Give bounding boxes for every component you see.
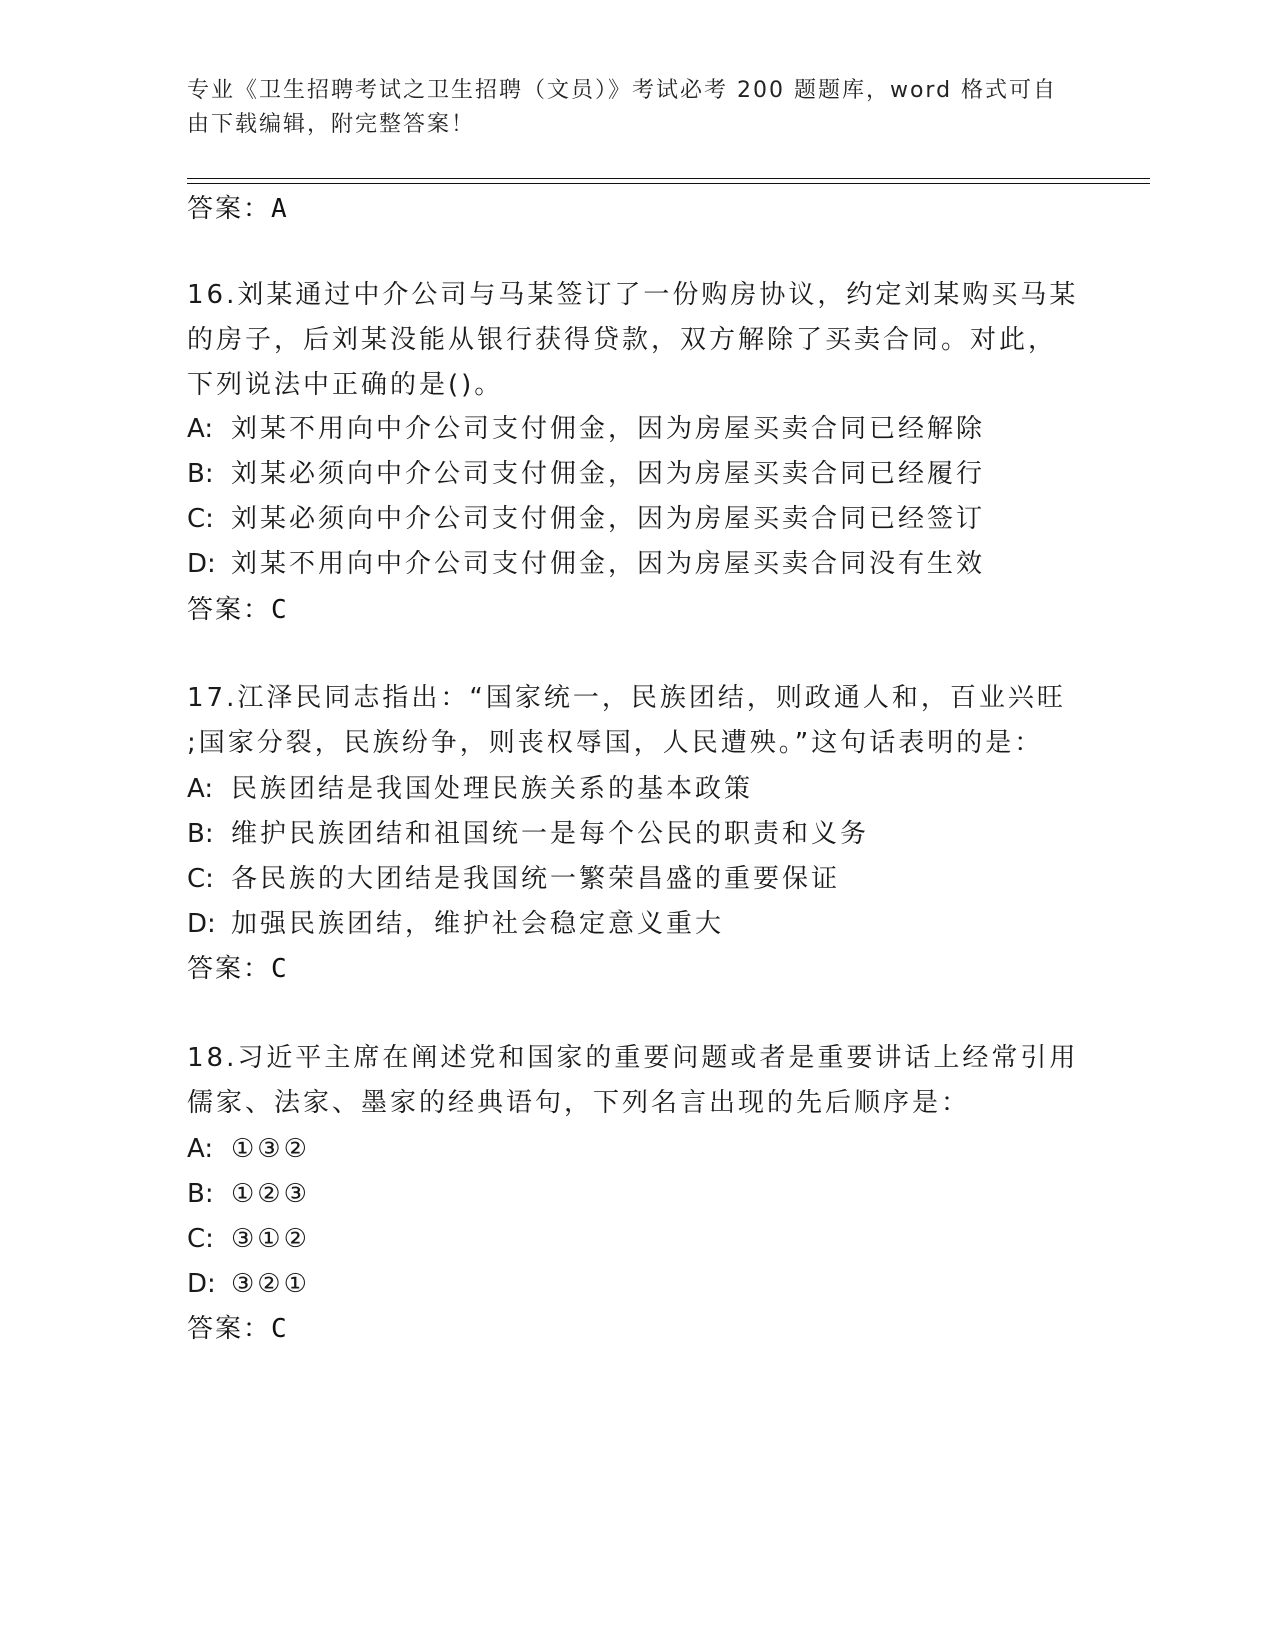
option-text: 刘某必须向中介公司支付佣金，因为房屋买卖合同已经签订 [231,504,986,534]
question-stem-line: 17.江泽民同志指出：“国家统一，民族团结，则政通人和，百业兴旺 [187,683,1066,713]
option-text: ③①② [231,1224,310,1254]
header-line-1: 专业《卫生招聘考试之卫生招聘（文员）》考试必考 200 题题库，word 格式可自 [187,78,1058,103]
answer-label: 答案： [187,194,272,224]
answer-label: 答案： [187,1314,272,1344]
option-key: A: [187,414,214,444]
option-text: 加强民族团结，维护社会稳定意义重大 [231,909,725,939]
option-b [187,1171,310,1217]
option-key: B: [187,819,214,849]
option-key: C: [187,1224,214,1254]
question-stem-line: 儒家、法家、墨家的经典语句，下列名言出现的先后顺序是： [187,1088,971,1118]
option-a [187,766,753,812]
option-a [187,1126,310,1172]
option-b [187,811,869,857]
option-a [187,406,985,452]
answer-value: C [271,595,289,625]
option-c [187,496,985,542]
option-key: A: [187,1134,214,1164]
option-text: 维护民族团结和祖国统一是每个公民的职责和义务 [231,819,870,849]
option-key: C: [187,504,214,534]
option-b [187,451,985,497]
answer-16 [187,587,289,633]
option-text: 各民族的大团结是我国统一繁荣昌盛的重要保证 [231,864,841,894]
option-text: ①③② [231,1134,310,1164]
question-stem-line: 的房子，后刘某没能从银行获得贷款，双方解除了买卖合同。对此， [187,325,1058,355]
option-text: 刘某必须向中介公司支付佣金，因为房屋买卖合同已经履行 [231,459,986,489]
answer-label: 答案： [187,954,272,984]
answer-17 [187,946,289,992]
option-key: D: [187,1269,216,1299]
header-rule-top [187,178,1150,179]
answer-previous [187,186,289,232]
option-d [187,901,724,947]
answer-value: C [271,954,289,984]
option-text: 刘某不用向中介公司支付佣金，因为房屋买卖合同没有生效 [231,549,986,579]
question-stem-line: 16.刘某通过中介公司与马某签订了一份购房协议，约定刘某购买马某 [187,280,1079,310]
answer-value: C [271,1314,289,1344]
question-stem-line: ;国家分裂，民族纷争，则丧权辱国，人民遭殃。”这句话表明的是： [187,728,1044,758]
option-d [187,1261,310,1307]
option-text: 民族团结是我国处理民族关系的基本政策 [231,774,754,804]
question-stem-line: 下列说法中正确的是()。 [187,370,504,400]
option-key: B: [187,459,214,489]
option-key: C: [187,864,214,894]
option-c [187,1216,310,1262]
header-line-2: 由下载编辑，附完整答案！ [187,112,476,137]
option-key: D: [187,549,216,579]
option-text: ①②③ [231,1179,310,1209]
option-key: A: [187,774,214,804]
header-rule-bottom [187,183,1150,184]
document-header [187,74,1067,142]
option-key: D: [187,909,216,939]
option-text: ③②① [231,1269,310,1299]
question-stem-line: 18.习近平主席在阐述党和国家的重要问题或者是重要讲话上经常引用 [187,1043,1079,1073]
answer-18 [187,1306,289,1352]
answer-value: A [271,194,289,224]
option-c [187,856,840,902]
option-d [187,541,985,587]
option-text: 刘某不用向中介公司支付佣金，因为房屋买卖合同已经解除 [231,414,986,444]
option-key: B: [187,1179,214,1209]
answer-label: 答案： [187,595,272,625]
